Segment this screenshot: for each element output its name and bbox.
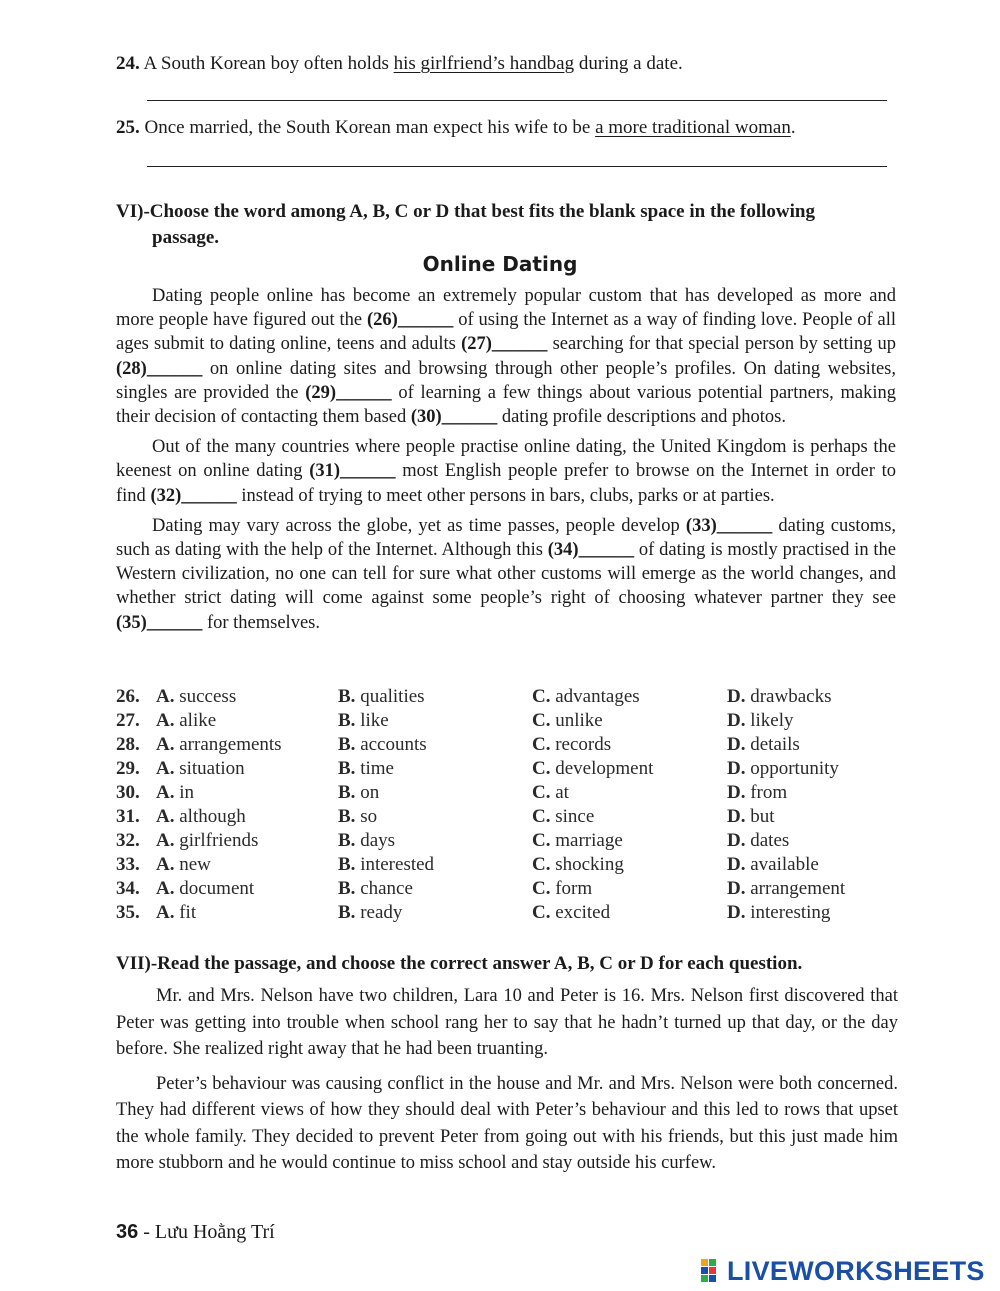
option-number: 27. [116, 710, 140, 731]
option-d[interactable] [727, 878, 845, 900]
option-b[interactable] [338, 902, 402, 924]
question-text: A South Korean boy often holds [143, 53, 389, 74]
question-number: 24. [116, 53, 140, 74]
blank-31[interactable]: (31)______ [309, 461, 396, 482]
option-text: interesting [750, 902, 831, 923]
option-letter: D. [727, 902, 746, 923]
liveworksheets-watermark [700, 1256, 985, 1286]
option-d[interactable] [727, 782, 787, 804]
option-text: chance [360, 878, 413, 899]
option-b[interactable] [338, 854, 434, 876]
passage-title: Online Dating [422, 252, 578, 276]
option-c[interactable] [532, 806, 594, 828]
footer-separator: - [138, 1221, 155, 1243]
option-number: 28. [116, 734, 140, 755]
option-d[interactable] [727, 758, 839, 780]
page-footer [116, 1221, 275, 1244]
passage-text: Dating people online has become an extremely popular custom that has developed as more and more people have figured out the [116, 286, 896, 331]
page-number: 36 [116, 1221, 139, 1243]
option-text: in [179, 782, 195, 803]
option-letter: A. [156, 758, 175, 779]
passage-text: for themselves. [206, 612, 320, 633]
question-text: Once married, the South Korean man expect his wife to be [144, 117, 591, 138]
option-a[interactable] [156, 830, 258, 852]
option-text: time [360, 758, 394, 779]
option-letter: A. [156, 878, 175, 899]
passage-text: most English people prefer to browse on the Internet in order to find [116, 461, 896, 506]
option-text: details [750, 734, 800, 755]
option-letter: C. [532, 902, 551, 923]
option-text: drawbacks [750, 686, 832, 707]
option-d[interactable] [727, 710, 794, 732]
option-a[interactable] [156, 710, 216, 732]
option-letter: B. [338, 878, 356, 899]
option-row-27 [116, 710, 916, 734]
section-6-heading-line1: VI)-Choose the word among A, B, C or D that best fits the blank space in the following [116, 201, 815, 222]
option-text: records [555, 734, 612, 755]
passage-text: of using the Internet as a way of finding love. People of all ages submit to dating online, teens and adults [116, 310, 897, 355]
section-6-heading-line2: passage. [152, 227, 220, 248]
option-text: days [360, 830, 396, 851]
option-d[interactable] [727, 806, 775, 828]
passage-text: instead of trying to meet other persons in bars, clubs, parks or at parties. [241, 485, 775, 506]
liveworksheets-logo-icon [700, 1258, 724, 1284]
option-text: interested [360, 854, 435, 875]
question-number: 25. [116, 117, 140, 138]
option-text: arrangement [750, 878, 846, 899]
option-text: development [555, 758, 654, 779]
option-letter: A. [156, 806, 175, 827]
option-letter: A. [156, 710, 175, 731]
option-b[interactable] [338, 758, 394, 780]
option-row-34 [116, 878, 916, 902]
option-a[interactable] [156, 902, 196, 924]
option-number: 30. [116, 782, 140, 803]
option-letter: D. [727, 830, 746, 851]
passage-paragraph-1 [116, 284, 896, 429]
option-letter: C. [532, 830, 551, 851]
option-c[interactable] [532, 758, 653, 780]
passage-paragraph-1: Mr. and Mrs. Nelson have two children, Lara 10 and Peter is 16. Mrs. Nelson first discovered that Peter was getting into trouble when school rang her to say that he hadn’t turned up that day, or the day before. She realized right away that he had been truanting. [116, 986, 898, 1059]
option-a[interactable] [156, 878, 254, 900]
option-text: advantages [555, 686, 640, 707]
option-text: fit [179, 902, 197, 923]
option-letter: D. [727, 734, 746, 755]
option-letter: B. [338, 830, 356, 851]
option-text: since [555, 806, 595, 827]
question-25 [116, 116, 796, 140]
option-text: situation [179, 758, 245, 779]
option-letter: B. [338, 902, 356, 923]
passage-text: of dating is mostly practised in the Western civilization, no one can tell for sure what other customs will emerge as the world changes, and whether strict dating will come against some people’s right of choosing whatever partner they see [116, 540, 897, 609]
option-letter: D. [727, 758, 746, 779]
option-letter: C. [532, 782, 551, 803]
option-letter: C. [532, 734, 551, 755]
option-a[interactable] [156, 854, 211, 876]
option-text: at [555, 782, 569, 803]
section-6-heading [116, 199, 815, 251]
option-text: ready [360, 902, 403, 923]
option-d[interactable] [727, 830, 789, 852]
option-number: 31. [116, 806, 140, 827]
option-text: available [750, 854, 819, 875]
passage-paragraph-3 [116, 514, 896, 635]
watermark-text: LIVEWORKSHEETS [727, 1255, 985, 1286]
option-text: dates [750, 830, 790, 851]
question-text-end: during a date. [578, 53, 683, 74]
option-text: likely [750, 710, 794, 731]
option-text: form [555, 878, 593, 899]
option-a[interactable] [156, 782, 194, 804]
option-d[interactable] [727, 902, 830, 924]
option-b[interactable] [338, 806, 377, 828]
option-letter: B. [338, 686, 356, 707]
option-text: but [750, 806, 775, 827]
option-row-29 [116, 758, 916, 782]
option-row-31 [116, 806, 916, 830]
option-a[interactable] [156, 758, 245, 780]
option-text: document [179, 878, 255, 899]
option-letter: C. [532, 878, 551, 899]
option-letter: B. [338, 854, 356, 875]
passage-text: of learning a few things about various potential partners, making their decision of contacting them based [116, 382, 897, 428]
option-row-33 [116, 854, 916, 878]
passage-paragraph-2 [116, 435, 896, 508]
answer-line-25[interactable] [147, 166, 887, 167]
question-24 [116, 52, 683, 76]
option-c[interactable] [532, 830, 623, 852]
option-text: alike [179, 710, 217, 731]
option-text: success [179, 686, 237, 707]
blank-33[interactable]: (33)______ [685, 515, 773, 536]
blank-35[interactable]: (35)______ [116, 612, 203, 633]
option-b[interactable] [338, 710, 389, 732]
option-letter: C. [532, 710, 551, 731]
option-a[interactable] [156, 734, 282, 756]
option-letter: A. [156, 902, 175, 923]
passage-paragraph-2: Peter’s behaviour was causing conflict in the house and Mr. and Mrs. Nelson were both concerned. They had different views of how they should deal with Peter’s behaviour and this led to rows that upset the whole family. They decided to prevent Peter from going out with his friends, but this just made him more stubborn and he would continue to miss school and stay outside his curfew. [116, 1073, 898, 1173]
option-text: from [750, 782, 788, 803]
option-d[interactable] [727, 686, 831, 708]
option-letter: D. [727, 710, 746, 731]
blank-34[interactable]: (34)______ [547, 540, 635, 561]
option-d[interactable] [727, 854, 819, 876]
blank-26[interactable]: (26)______ [367, 310, 454, 331]
passage-nelson [116, 983, 898, 1185]
option-b[interactable] [338, 734, 427, 756]
blank-29[interactable]: (29)______ [305, 382, 392, 403]
passage-text: Out of the many countries where people practise online dating, the United Kingdom is perhaps the keenest on online dating [116, 437, 896, 482]
option-letter: B. [338, 758, 356, 779]
option-letter: B. [338, 734, 356, 755]
passage-text: on online dating sites and browsing through other people’s profiles. On dating websites, singles are provided the [116, 358, 896, 403]
option-letter: C. [532, 854, 551, 875]
option-letter: A. [156, 830, 175, 851]
option-number: 26. [116, 686, 140, 707]
option-letter: D. [727, 878, 746, 899]
option-c[interactable] [532, 854, 624, 876]
passage-text: Dating may vary across the globe, yet as time passes, people develop [152, 515, 680, 536]
option-row-26 [116, 686, 916, 710]
option-letter: D. [727, 806, 746, 827]
option-c[interactable] [532, 878, 592, 900]
option-text: on [360, 782, 380, 803]
option-number: 29. [116, 758, 140, 779]
option-c[interactable] [532, 686, 640, 708]
option-b[interactable] [338, 830, 395, 852]
passage-text: dating profile descriptions and photos. [501, 407, 786, 428]
option-b[interactable] [338, 782, 379, 804]
option-d[interactable] [727, 734, 800, 756]
option-a[interactable] [156, 686, 236, 708]
option-text: unlike [555, 710, 603, 731]
option-text: accounts [360, 734, 427, 755]
option-row-35 [116, 902, 916, 926]
option-number: 33. [116, 854, 140, 875]
option-letter: A. [156, 854, 175, 875]
option-letter: B. [338, 710, 356, 731]
option-number: 32. [116, 830, 140, 851]
blank-32[interactable]: (32)______ [150, 485, 237, 506]
option-text: girlfriends [179, 830, 259, 851]
underlined-phrase: a more traditional woman [595, 117, 791, 138]
underlined-phrase: his girlfriend’s handbag [393, 53, 575, 74]
footer-author: Lưu Hoằng Trí [154, 1221, 275, 1243]
option-text: marriage [555, 830, 623, 851]
blank-28[interactable]: (28)______ [116, 358, 203, 379]
option-c[interactable] [532, 782, 569, 804]
option-letter: A. [156, 686, 175, 707]
section-7-heading: VII)-Read the passage, and choose the correct answer A, B, C or D for each question. [116, 953, 803, 974]
option-text: arrangements [179, 734, 282, 755]
option-text: so [360, 806, 378, 827]
option-row-28 [116, 734, 916, 758]
option-text: although [179, 806, 246, 827]
option-c[interactable] [532, 902, 610, 924]
option-c[interactable] [532, 710, 603, 732]
passage-text: dating customs, such as dating with the help of the Internet. Although this [116, 515, 897, 561]
option-letter: B. [338, 806, 356, 827]
option-letter: A. [156, 782, 175, 803]
passage-text: searching for that special person by setting up [552, 334, 897, 355]
option-letter: D. [727, 782, 746, 803]
option-letter: B. [338, 782, 356, 803]
option-letter: C. [532, 806, 551, 827]
option-number: 35. [116, 902, 140, 923]
option-text: shocking [555, 854, 624, 875]
blank-30[interactable]: (30)______ [410, 407, 498, 428]
option-letter: A. [156, 734, 175, 755]
option-letter: D. [727, 854, 746, 875]
option-letter: D. [727, 686, 746, 707]
option-row-32 [116, 830, 916, 854]
option-c[interactable] [532, 734, 611, 756]
option-letter: C. [532, 758, 551, 779]
passage-online-dating [116, 284, 896, 641]
option-text: excited [555, 902, 611, 923]
option-text: opportunity [750, 758, 839, 779]
question-text-end: . [790, 117, 796, 138]
option-b[interactable] [338, 686, 425, 708]
option-text: like [360, 710, 389, 731]
option-text: new [179, 854, 211, 875]
option-number: 34. [116, 878, 140, 899]
option-letter: C. [532, 686, 551, 707]
answer-line-24[interactable] [147, 100, 887, 101]
option-b[interactable] [338, 878, 413, 900]
blank-27[interactable]: (27)______ [461, 334, 548, 355]
option-row-30 [116, 782, 916, 806]
option-a[interactable] [156, 806, 246, 828]
option-text: qualities [360, 686, 425, 707]
